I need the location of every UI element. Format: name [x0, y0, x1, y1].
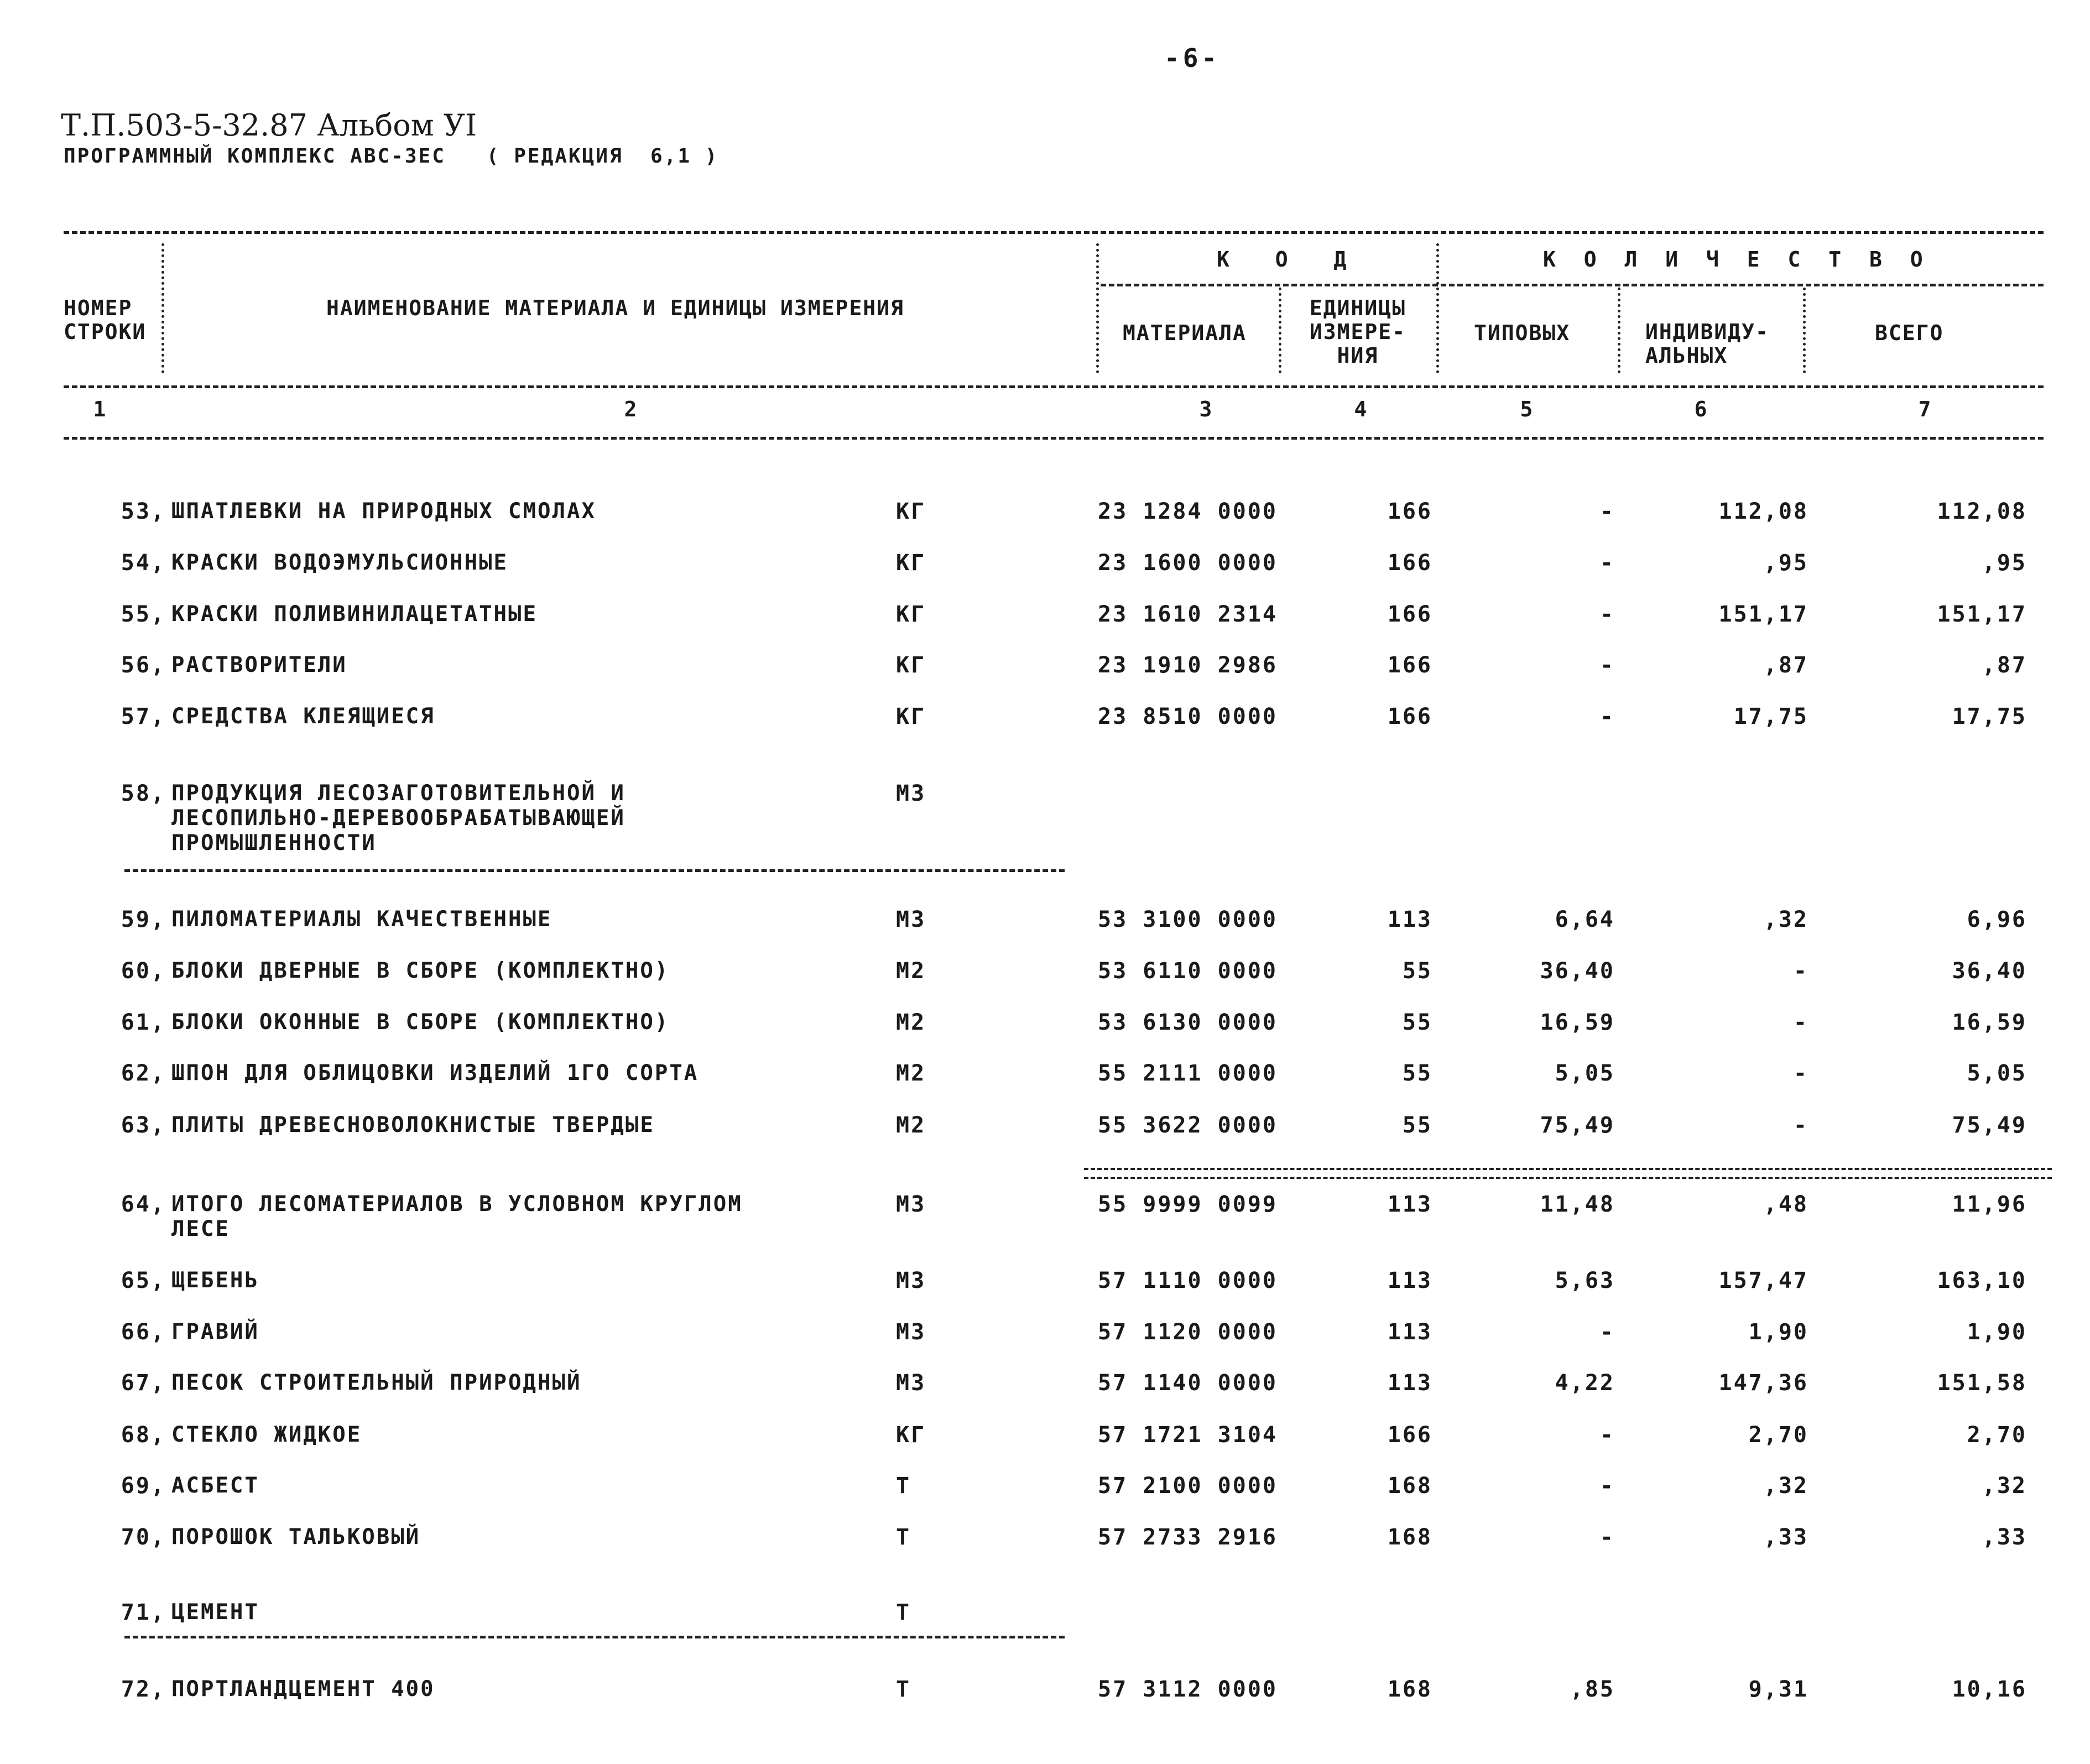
qty-typical: - — [1599, 1525, 1615, 1550]
material-code: 57 3112 0000 — [1098, 1677, 1278, 1702]
qty-total: 5,05 — [1967, 1061, 2027, 1086]
unit-code: 113 — [1387, 1192, 1432, 1217]
qty-total: 151,17 — [1937, 602, 2027, 627]
header-qty-individual-line1: ИНДИВИДУ- — [1645, 320, 1769, 344]
header-col-number-7: 7 — [1918, 397, 1931, 421]
qty-total: ,32 — [1982, 1473, 2027, 1499]
header-code-group: К О Д — [1217, 247, 1363, 272]
unit-of-measure: Т — [896, 1525, 911, 1550]
unit-of-measure: М2 — [896, 1113, 926, 1138]
unit-code: 55 — [1402, 958, 1432, 984]
qty-individual: 147,36 — [1718, 1370, 1808, 1396]
unit-of-measure: М3 — [896, 1319, 926, 1345]
header-col-number-3: 3 — [1199, 397, 1212, 421]
row-number: 61, — [121, 1010, 166, 1035]
header-code-unit-line1: ЕДИНИЦЫ — [1309, 296, 1406, 320]
row-number: 65, — [121, 1268, 166, 1293]
unit-code: 166 — [1387, 602, 1432, 627]
unit-code: 168 — [1387, 1525, 1432, 1550]
row-number: 66, — [121, 1319, 166, 1345]
qty-total: 17,75 — [1952, 704, 2027, 729]
row-number: 54, — [121, 550, 166, 576]
qty-individual: 9,31 — [1748, 1677, 1808, 1702]
qty-total: 16,59 — [1952, 1010, 2027, 1035]
material-name: ЛЕСОПИЛЬНО-ДЕРЕВООБРАБАТЫВАЮЩЕЙ — [171, 806, 626, 831]
header-col-sep-qty — [1436, 243, 1439, 373]
header-code-unit-line2: ИЗМЕРЕ- — [1309, 320, 1406, 344]
group-rule-wood — [124, 869, 1065, 872]
unit-code: 166 — [1387, 653, 1432, 678]
material-name: СТЕКЛО ЖИДКОЕ — [171, 1422, 362, 1447]
material-name: ЩЕБЕНЬ — [171, 1268, 259, 1293]
qty-total: 36,40 — [1952, 958, 2027, 984]
material-name: БЛОКИ ДВЕРНЫЕ В СБОРЕ (КОМПЛЕКТНО) — [171, 958, 670, 983]
header-row-number-line1: НОМЕР — [64, 296, 133, 320]
unit-code: 166 — [1387, 550, 1432, 576]
qty-typical: - — [1599, 1319, 1615, 1345]
unit-of-measure: М2 — [896, 958, 926, 984]
qty-typical: 4,22 — [1555, 1370, 1615, 1396]
unit-of-measure: Т — [896, 1473, 911, 1499]
qty-individual: - — [1793, 1010, 1808, 1035]
unit-code: 166 — [1387, 704, 1432, 729]
program-complex-line: ПРОГРАММНЫЙ КОМПЛЕКС АВС-3ЕС ( РЕДАКЦИЯ 6,1 ) — [64, 145, 719, 168]
qty-typical: 16,59 — [1540, 1010, 1615, 1035]
row-number: 67, — [121, 1370, 166, 1396]
unit-of-measure: М3 — [896, 1192, 926, 1217]
unit-code: 166 — [1387, 1422, 1432, 1448]
qty-typical: - — [1599, 1422, 1615, 1448]
qty-typical: 75,49 — [1540, 1113, 1615, 1138]
qty-individual: - — [1793, 1061, 1808, 1086]
row-number: 68, — [121, 1422, 166, 1448]
qty-total: ,33 — [1982, 1525, 2027, 1550]
qty-total: 11,96 — [1952, 1192, 2027, 1217]
unit-code: 168 — [1387, 1677, 1432, 1702]
qty-total: 2,70 — [1967, 1422, 2027, 1448]
header-qty-individual-line2: АЛЬНЫХ — [1645, 343, 1728, 368]
header-col-sep-1 — [161, 243, 164, 373]
qty-typical: - — [1599, 602, 1615, 627]
unit-code: 113 — [1387, 1370, 1432, 1396]
qty-individual: 2,70 — [1748, 1422, 1808, 1448]
material-code: 23 1600 0000 — [1098, 550, 1278, 576]
material-name: ПИЛОМАТЕРИАЛЫ КАЧЕСТВЕННЫЕ — [171, 907, 553, 932]
material-name: ШПОН ДЛЯ ОБЛИЦОВКИ ИЗДЕЛИЙ 1ГО СОРТА — [171, 1061, 699, 1085]
header-qty-total: ВСЕГО — [1875, 321, 1944, 345]
qty-typical: 11,48 — [1540, 1192, 1615, 1217]
header-top-rule — [64, 231, 2044, 234]
header-row-number-line2: СТРОКИ — [64, 320, 147, 344]
unit-of-measure: КГ — [896, 653, 926, 678]
qty-typical: - — [1599, 550, 1615, 576]
row-number: 55, — [121, 602, 166, 627]
qty-individual: ,32 — [1763, 907, 1808, 932]
qty-typical: - — [1599, 1473, 1615, 1499]
qty-total: 112,08 — [1937, 499, 2027, 524]
material-name: ШПАТЛЕВКИ НА ПРИРОДНЫХ СМОЛАХ — [171, 499, 596, 524]
header-col-sep-3 — [1279, 288, 1281, 373]
unit-of-measure: Т — [896, 1677, 911, 1702]
header-col-number-6: 6 — [1694, 397, 1707, 421]
material-code: 23 1610 2314 — [1098, 602, 1278, 627]
material-code: 53 6110 0000 — [1098, 958, 1278, 984]
row-number: 56, — [121, 653, 166, 678]
row-number: 64, — [121, 1192, 166, 1217]
row-number: 72, — [121, 1677, 166, 1702]
unit-of-measure: М3 — [896, 907, 926, 932]
row-number: 69, — [121, 1473, 166, 1499]
qty-total: 75,49 — [1952, 1113, 2027, 1138]
material-code: 23 8510 0000 — [1098, 704, 1278, 729]
qty-individual: - — [1793, 1113, 1808, 1138]
material-code: 23 1284 0000 — [1098, 499, 1278, 524]
material-name: ЛЕСЕ — [171, 1217, 230, 1241]
material-code: 55 9999 0099 — [1098, 1192, 1278, 1217]
row-number: 71, — [121, 1600, 166, 1625]
unit-of-measure: КГ — [896, 550, 926, 576]
header-col-number-4: 4 — [1354, 397, 1367, 421]
material-name: ГРАВИЙ — [171, 1319, 259, 1344]
document-code: Т.П.503-5-32.87 Альбом УI — [61, 108, 477, 143]
qty-individual: 151,17 — [1718, 602, 1808, 627]
unit-code: 55 — [1402, 1061, 1432, 1086]
material-code: 57 1140 0000 — [1098, 1370, 1278, 1396]
unit-of-measure: М2 — [896, 1061, 926, 1086]
qty-typical: - — [1599, 704, 1615, 729]
material-code: 55 2111 0000 — [1098, 1061, 1278, 1086]
unit-code: 113 — [1387, 907, 1432, 932]
header-col-number-5: 5 — [1520, 397, 1533, 421]
unit-of-measure: КГ — [896, 704, 926, 729]
header-col-sep-6 — [1803, 288, 1806, 373]
header-code-unit-line3: НИЯ — [1337, 343, 1379, 368]
material-code: 57 2100 0000 — [1098, 1473, 1278, 1499]
material-code: 53 6130 0000 — [1098, 1010, 1278, 1035]
material-name: БЛОКИ ОКОННЫЕ В СБОРЕ (КОМПЛЕКТНО) — [171, 1010, 670, 1035]
unit-of-measure: КГ — [896, 499, 926, 524]
qty-typical: - — [1599, 653, 1615, 678]
qty-total: 163,10 — [1937, 1268, 2027, 1293]
material-name: ПЕСОК СТРОИТЕЛЬНЫЙ ПРИРОДНЫЙ — [171, 1370, 582, 1395]
qty-typical: - — [1599, 499, 1615, 524]
header-name: НАИМЕНОВАНИЕ МАТЕРИАЛА И ЕДИНИЦЫ ИЗМЕРЕНИЯ — [326, 296, 904, 320]
row-number: 58, — [121, 781, 166, 806]
material-name: ПОРТЛАНДЦЕМЕНТ 400 — [171, 1677, 435, 1702]
row-number: 62, — [121, 1061, 166, 1086]
header-qty-typical: ТИПОВЫХ — [1474, 321, 1571, 345]
unit-code: 55 — [1402, 1113, 1432, 1138]
qty-total: 1,90 — [1967, 1319, 2027, 1345]
material-code: 55 3622 0000 — [1098, 1113, 1278, 1138]
unit-of-measure: М3 — [896, 1268, 926, 1293]
material-name: РАСТВОРИТЕЛИ — [171, 653, 347, 677]
material-code: 57 1120 0000 — [1098, 1319, 1278, 1345]
qty-individual: ,87 — [1763, 653, 1808, 678]
material-name: СРЕДСТВА КЛЕЯЩИЕСЯ — [171, 704, 435, 729]
material-code: 57 2733 2916 — [1098, 1525, 1278, 1550]
qty-typical: ,85 — [1570, 1677, 1615, 1702]
qty-total: ,95 — [1982, 550, 2027, 576]
qty-individual: 1,90 — [1748, 1319, 1808, 1345]
header-bottom-rule — [64, 437, 2044, 440]
unit-of-measure: М2 — [896, 1010, 926, 1035]
material-name: ПРОДУКЦИЯ ЛЕСОЗАГОТОВИТЕЛЬНОЙ И — [171, 781, 626, 806]
header-code-material: МАТЕРИАЛА — [1123, 321, 1247, 345]
qty-individual: ,33 — [1763, 1525, 1808, 1550]
material-name: ПЛИТЫ ДРЕВЕСНОВОЛОКНИСТЫЕ ТВЕРДЫЕ — [171, 1113, 655, 1137]
header-col-number-1: 1 — [93, 397, 106, 421]
header-col-sep-5 — [1618, 288, 1620, 373]
header-qty-group: К О Л И Ч Е С Т В О — [1543, 247, 1931, 272]
header-mid-rule — [64, 385, 2044, 388]
unit-code: 113 — [1387, 1268, 1432, 1293]
qty-typical: 5,63 — [1555, 1268, 1615, 1293]
row-number: 70, — [121, 1525, 166, 1550]
qty-typical: 6,64 — [1555, 907, 1615, 932]
material-name: ПРОМЫШЛЕННОСТИ — [171, 831, 377, 855]
unit-of-measure: КГ — [896, 602, 926, 627]
header-col-number-2: 2 — [624, 397, 637, 421]
header-col-sep-code — [1096, 243, 1099, 373]
qty-individual: ,32 — [1763, 1473, 1808, 1499]
unit-code: 55 — [1402, 1010, 1432, 1035]
material-code: 57 1110 0000 — [1098, 1268, 1278, 1293]
material-name: КРАСКИ ВОДОЭМУЛЬСИОННЫЕ — [171, 550, 509, 575]
group-rule-cement — [124, 1636, 1065, 1638]
qty-total: 10,16 — [1952, 1677, 2027, 1702]
qty-individual: - — [1793, 958, 1808, 984]
row-number: 63, — [121, 1113, 166, 1138]
material-code: 57 1721 3104 — [1098, 1422, 1278, 1448]
qty-total: 6,96 — [1967, 907, 2027, 932]
qty-total: 151,58 — [1937, 1370, 2027, 1396]
qty-individual: ,95 — [1763, 550, 1808, 576]
material-name: АСБЕСТ — [171, 1473, 259, 1498]
unit-of-measure: М3 — [896, 1370, 926, 1396]
qty-typical: 36,40 — [1540, 958, 1615, 984]
row-number: 53, — [121, 499, 166, 524]
unit-of-measure: Т — [896, 1600, 911, 1625]
unit-of-measure: КГ — [896, 1422, 926, 1448]
unit-code: 166 — [1387, 499, 1432, 524]
material-name: КРАСКИ ПОЛИВИНИЛАЦЕТАТНЫЕ — [171, 602, 538, 627]
row-number: 59, — [121, 907, 166, 932]
qty-individual: ,48 — [1763, 1192, 1808, 1217]
material-name: ЦЕМЕНТ — [171, 1600, 259, 1625]
material-code: 23 1910 2986 — [1098, 653, 1278, 678]
unit-code: 113 — [1387, 1319, 1432, 1345]
unit-of-measure: М3 — [896, 781, 926, 806]
unit-code: 168 — [1387, 1473, 1432, 1499]
page-number: -6- — [1164, 43, 1221, 73]
qty-individual: 17,75 — [1733, 704, 1808, 729]
material-name: ИТОГО ЛЕСОМАТЕРИАЛОВ В УСЛОВНОМ КРУГЛОМ — [171, 1192, 743, 1217]
row-number: 57, — [121, 704, 166, 729]
qty-individual: 112,08 — [1718, 499, 1808, 524]
header-code-subrule — [1101, 284, 2044, 286]
material-code: 53 3100 0000 — [1098, 907, 1278, 932]
material-name: ПОРОШОК ТАЛЬКОВЫЙ — [171, 1525, 421, 1549]
qty-typical: 5,05 — [1555, 1061, 1615, 1086]
qty-individual: 157,47 — [1718, 1268, 1808, 1293]
row-number: 60, — [121, 958, 166, 984]
subtotal-double-rule — [1084, 1168, 2052, 1179]
qty-total: ,87 — [1982, 653, 2027, 678]
